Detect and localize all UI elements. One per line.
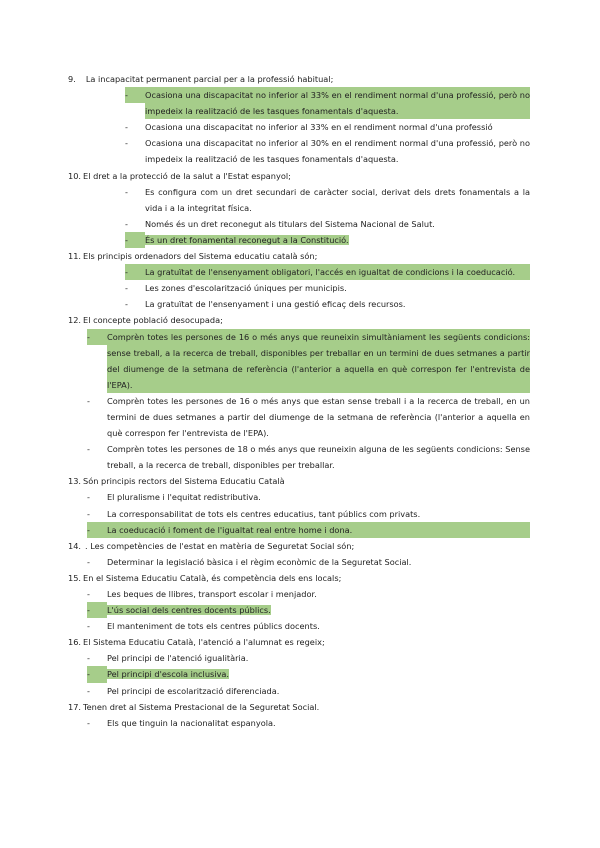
question-9 bbox=[68, 71, 530, 168]
list-dash: - bbox=[125, 122, 128, 133]
option-text: Ocasiona una discapacitat no inferior al 30% en el rendiment normal d'una professió, però no impedeix la realització de les tasques fonamentals d'aquesta. bbox=[145, 138, 530, 165]
question-number: 13. bbox=[68, 476, 82, 487]
list-dash: - bbox=[125, 138, 128, 149]
list-dash: - bbox=[87, 589, 90, 599]
option-text: La coeducació i foment de l'igualtat real entre home i dona. bbox=[107, 522, 530, 538]
list-dash: - bbox=[87, 492, 90, 503]
question-13 bbox=[68, 473, 530, 537]
list-dash: - bbox=[87, 621, 90, 632]
options-list bbox=[68, 715, 530, 731]
list-dash: - bbox=[125, 283, 128, 294]
options-list bbox=[68, 650, 530, 698]
option-item bbox=[68, 87, 530, 119]
option-text: La gratuïtat de l'ensenyament obligatori, l'accés en igualtat de condicions i la coeducació. bbox=[145, 264, 530, 280]
option-item bbox=[68, 554, 530, 570]
list-dash: - bbox=[87, 522, 107, 538]
question-number: 12. bbox=[68, 315, 82, 326]
highlighted-answer: És un dret fonamental reconegut a la Constitució. bbox=[145, 234, 349, 245]
option-item bbox=[68, 135, 530, 167]
option-item bbox=[68, 441, 530, 473]
list-dash: - bbox=[125, 232, 145, 248]
option-text bbox=[107, 666, 530, 682]
option-text: Només és un dret reconegut als titulars del Sistema Nacional de Salut. bbox=[145, 218, 435, 229]
question-number: 14. bbox=[68, 540, 82, 551]
option-item bbox=[68, 296, 530, 312]
option-item bbox=[68, 650, 530, 666]
list-dash: - bbox=[87, 508, 90, 519]
list-dash: - bbox=[125, 264, 145, 280]
question-text: El concepte població desocupada; bbox=[83, 315, 223, 326]
option-text: Comprèn totes les persones de 16 o més anys que estan sense treball i a la recerca de treball, en un termini de dues setmanes a partir del diumenge de la setmana de referència (l'anterior a aquella en què correspon fer l'entrevista de l'EPA). bbox=[107, 395, 530, 439]
list-dash: - bbox=[87, 653, 90, 664]
list-dash: - bbox=[87, 717, 90, 728]
option-item bbox=[68, 715, 530, 731]
option-text: Les zones d'escolarització úniques per municipis. bbox=[145, 283, 347, 294]
question-number: 9. bbox=[68, 74, 76, 84]
option-text: Ocasiona una discapacitat no inferior al 33% en el rendiment normal d'una professió bbox=[145, 122, 493, 133]
question-number: 16. bbox=[68, 637, 82, 648]
highlighted-answer: L'ús social dels centres docents públics. bbox=[107, 605, 271, 616]
option-text bbox=[107, 602, 530, 618]
question-16 bbox=[68, 634, 530, 698]
option-text: Pel principi de l'atenció igualitària. bbox=[107, 653, 249, 664]
option-text: La corresponsabilitat de tots els centres educatius, tant públics com privats. bbox=[107, 508, 421, 519]
question-10 bbox=[68, 168, 530, 248]
option-item bbox=[68, 506, 530, 522]
options-list bbox=[68, 586, 530, 634]
question-11 bbox=[68, 248, 530, 312]
question-text: El Sistema Educatiu Català, l'atenció a l'alumnat es regeix; bbox=[83, 637, 325, 648]
highlighted-answer: Pel principi d'escola inclusiva. bbox=[107, 669, 230, 680]
option-text: Pel principi de escolarització diferenciada. bbox=[107, 685, 280, 696]
option-item bbox=[68, 489, 530, 505]
option-item bbox=[68, 393, 530, 441]
option-text: La gratuïtat de l'ensenyament i una gestió eficaç dels recursos. bbox=[145, 299, 406, 310]
options-list bbox=[68, 184, 530, 248]
option-text: El pluralisme i l'equitat redistributiva. bbox=[107, 492, 261, 503]
question-number: 10. bbox=[68, 170, 82, 181]
option-item bbox=[68, 280, 530, 296]
list-dash: - bbox=[87, 685, 90, 696]
options-list bbox=[68, 554, 530, 570]
list-dash: - bbox=[125, 218, 128, 229]
option-item bbox=[68, 618, 530, 634]
option-item bbox=[68, 216, 530, 232]
option-text: Comprèn totes les persones de 18 o més anys que reuneixin alguna de les següents condicions: Sense treball, a la recerca de treball, disponibles per treballar. bbox=[107, 444, 530, 471]
list-dash: - bbox=[125, 299, 128, 310]
options-list bbox=[68, 264, 530, 312]
question-text: En el Sistema Educatiu Català, és competència dels ens locals; bbox=[83, 572, 342, 583]
question-text: Són principis rectors del Sistema Educatiu Català bbox=[83, 476, 285, 487]
option-text: Determinar la legislació bàsica i el règim econòmic de la Seguretat Social. bbox=[107, 556, 412, 567]
option-text: El manteniment de tots els centres públics docents. bbox=[107, 621, 320, 632]
option-text: Els que tinguin la nacionalitat espanyola. bbox=[107, 717, 276, 728]
question-text: . Les competències de l'estat en matèria de Seguretat Social són; bbox=[85, 540, 355, 551]
list-dash: - bbox=[87, 602, 107, 618]
option-item bbox=[68, 666, 530, 682]
question-text: La incapacitat permanent parcial per a la professió habitual; bbox=[85, 74, 334, 84]
question-number: 11. bbox=[68, 251, 82, 262]
question-12 bbox=[68, 312, 530, 473]
question-14 bbox=[68, 538, 530, 570]
document-page bbox=[68, 71, 530, 731]
options-list bbox=[68, 87, 530, 167]
option-item bbox=[68, 329, 530, 393]
options-list bbox=[68, 329, 530, 474]
option-text: Les beques de llibres, transport escolar i menjador. bbox=[107, 589, 317, 599]
option-text bbox=[145, 232, 530, 248]
list-dash: - bbox=[125, 186, 128, 197]
list-dash: - bbox=[87, 329, 107, 345]
option-text: Comprèn totes les persones de 16 o més anys que reuneixin simultàniament les següents condicions: sense treball, a la recerca de treball, disponibles per treballar en un termini de dues setmanes a partir del diumenge de la setmana de referència (l'anterior a aquella en què correspon fer l'entrevista de l'EPA). bbox=[107, 329, 530, 393]
options-list bbox=[68, 489, 530, 537]
option-text: Es configura com un dret secundari de caràcter social, derivat dels drets fonamentals a la vida i a la integritat física. bbox=[145, 186, 530, 213]
option-item bbox=[68, 602, 530, 618]
option-item bbox=[68, 586, 530, 602]
option-item bbox=[68, 184, 530, 216]
question-number: 17. bbox=[68, 701, 82, 712]
option-item bbox=[68, 232, 530, 248]
option-item bbox=[68, 264, 530, 280]
list-dash: - bbox=[87, 395, 90, 406]
option-item bbox=[68, 683, 530, 699]
question-text: El dret a la protecció de la salut a l'Estat espanyol; bbox=[83, 170, 291, 181]
list-dash: - bbox=[125, 87, 145, 103]
question-15 bbox=[68, 570, 530, 634]
list-dash: - bbox=[87, 666, 107, 682]
option-item bbox=[68, 522, 530, 538]
list-dash: - bbox=[87, 556, 90, 567]
option-text: Ocasiona una discapacitat no inferior al 33% en el rendiment normal d'una professió, però no impedeix la realització de les tasques fonamentals d'aquesta. bbox=[145, 87, 530, 119]
question-number: 15. bbox=[68, 572, 82, 583]
list-dash: - bbox=[87, 444, 90, 455]
question-text: Tenen dret al Sistema Prestacional de la Seguretat Social. bbox=[83, 701, 320, 712]
question-17 bbox=[68, 699, 530, 731]
question-text: Els principis ordenadors del Sistema educatiu català són; bbox=[83, 251, 318, 262]
option-item bbox=[68, 119, 530, 135]
